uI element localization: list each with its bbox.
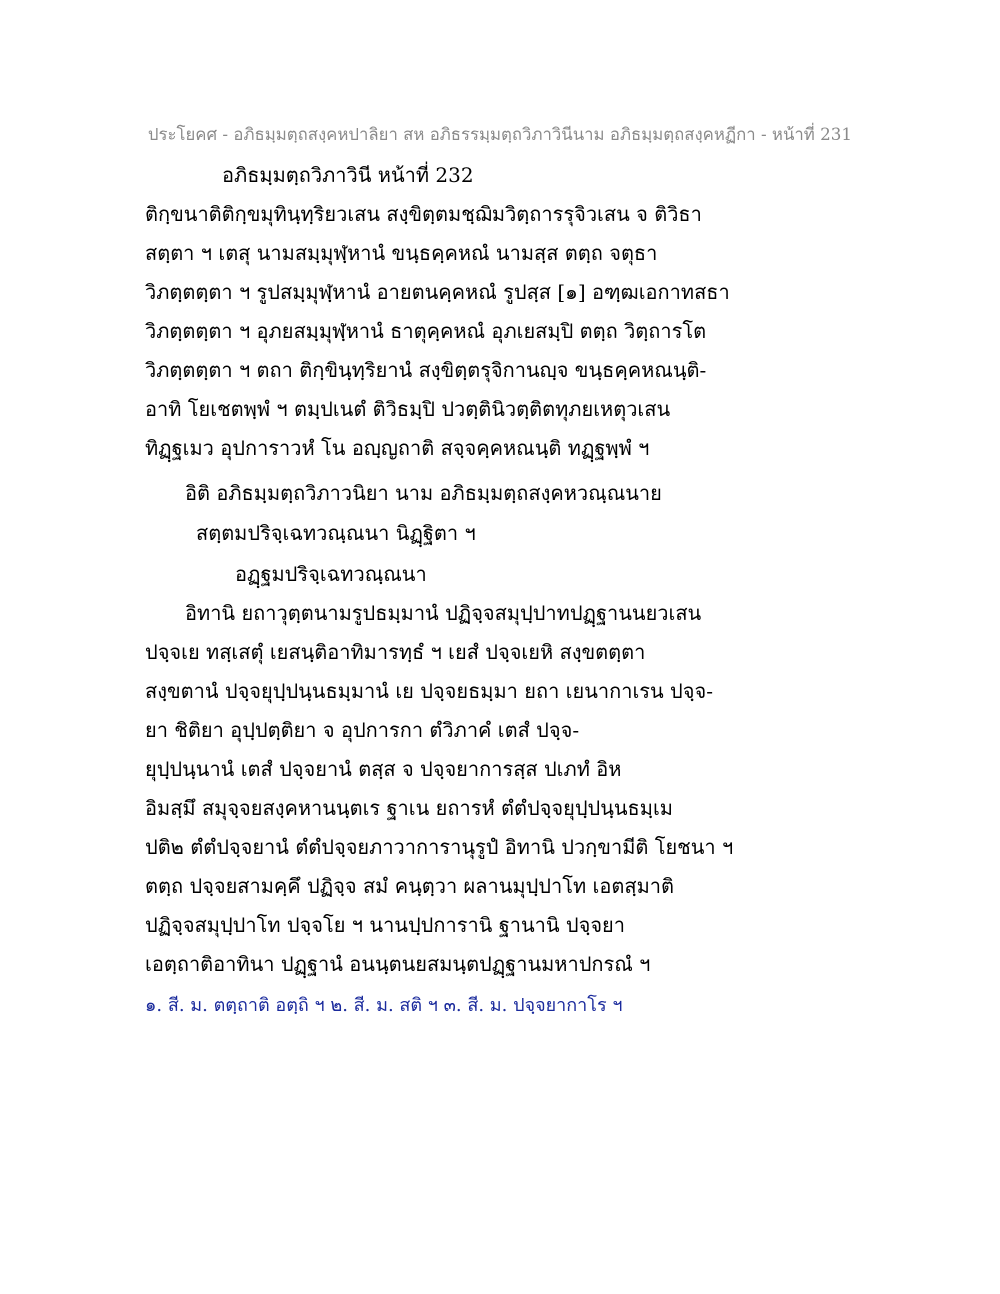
- text-line: อิมสฺมึ สมุจฺจยสงฺคหานนฺตเร ฐาเน ยถารหํ ตํตํปจฺจยุปฺปนฺนธมฺเม: [145, 796, 673, 820]
- text-line: เอตฺถาติอาทินา ปฏฺฐานํ อนนฺตนยสมนฺตปฏฺฐานมหาปกรณํ ฯ: [145, 952, 651, 976]
- text-line: ติกฺขนาติติกฺขมุทินฺทฺริยวเสน สงฺขิตฺตมชฺฌิมวิตฺถารรุจิวเสน จ ติวิธา: [145, 202, 702, 226]
- footnote: ๑. สี. ม. ตตฺถาติ อตฺถิ ฯ ๒. สี. ม. สติ ฯ ๓. สี. ม. ปจฺจยากาโร ฯ: [145, 995, 623, 1016]
- text-line: วิภตฺตตฺตา ฯ ตถา ติกฺขินฺทฺริยานํ สงฺขิตฺตรุจิกานญฺจ ขนฺธคฺคหณนฺติ-: [145, 358, 707, 382]
- text-line: สงฺขตานํ ปจฺจยุปฺปนฺนธมฺมานํ เย ปจฺจยธมฺมา ยถา เยนากาเรน ปจฺจ-: [145, 679, 713, 703]
- text-line: วิภตฺตตฺตา ฯ รูปสมฺมุฬฺหานํ อายตนคฺคหณํ รูปสฺส [๑] อฑฺฒเอกาทสธา: [145, 280, 730, 304]
- text-line: ตตฺถ ปจฺจยสามคฺคึ ปฏิจฺจ สมํ คนฺตฺวา ผลานมุปฺปาโท เอตสฺมาติ: [145, 874, 674, 898]
- text-line: ยุปฺปนฺนานํ เตสํ ปจฺจยานํ ตสฺส จ ปจฺจยาการสฺส ปเภทํ อิห: [145, 757, 622, 781]
- chapter-end-subtitle: สตฺตมปริจฺเฉทวณฺณนา นิฏฺฐิตา ฯ: [196, 521, 476, 545]
- text-line: ทิฏฺฐเมว อุปการาวหํ โน อญฺญถาติ สจฺจคฺคหณนฺติ ทฏฺฐพฺพํ ฯ: [145, 436, 650, 460]
- text-line: ปฏิจฺจสมุปฺปาโท ปจฺจโย ฯ นานปฺปการานิ ฐานานิ ปจฺจยา: [145, 913, 625, 937]
- chapter-heading: อฏฺฐมปริจฺเฉทวณฺณนา: [235, 562, 427, 586]
- text-line: ปจฺจเย ทสฺเสตุํ เยสนฺติอาทิมารทฺธํ ฯ เยสํ ปจฺจเยหิ สงฺขตตฺตา: [145, 640, 646, 664]
- chapter-end-title: อิติ อภิธมฺมตฺถวิภาวนิยา นาม อภิธมฺมตฺถสงฺคหวณฺณนาย: [185, 481, 662, 505]
- text-line: ปติ๒ ตํตํปจฺจยานํ ตํตํปจฺจยภาวาการานุรูปํ อิทานิ ปวกฺขามีติ โยชนา ฯ: [145, 835, 734, 859]
- text-line: อาทิ โยเชตพฺพํ ฯ ตมฺปเนตํ ติวิธมฺปิ ปวตฺตินิวตฺติตทุภยเหตุวเสน: [145, 397, 671, 421]
- text-line: อิทานิ ยถาวุตฺตนามรูปธมฺมานํ ปฏิจฺจสมุปฺปาทปฏฺฐานนยวเสน: [185, 601, 702, 625]
- text-line: วิภตฺตตฺตา ฯ อุภยสมฺมุฬฺหานํ ธาตุคฺคหณํ อุภเยสมฺปิ ตตฺถ วิตฺถารโต: [145, 319, 707, 343]
- text-line: ยา ชิติยา อุปฺปตฺติยา จ อุปการกา ตํวิภาคํ เตสํ ปจฺจ-: [145, 718, 580, 742]
- text-line: สตฺตา ฯ เตสุ นามสมฺมุฬฺหานํ ขนฺธคฺคหณํ นามสฺส ตตฺถ จตุธา: [145, 241, 658, 265]
- running-header: ประโยคศ - อภิธมฺมตฺถสงฺคหปาลิยา สห อภิธรรมฺมตฺถวิภาวินีนาม อภิธมฺมตฺถสงฺคหฏีกา - หน้าที่ 231: [147, 124, 853, 144]
- page-heading: อภิธมฺมตฺถวิภาวินี หน้าที่ 232: [222, 163, 474, 187]
